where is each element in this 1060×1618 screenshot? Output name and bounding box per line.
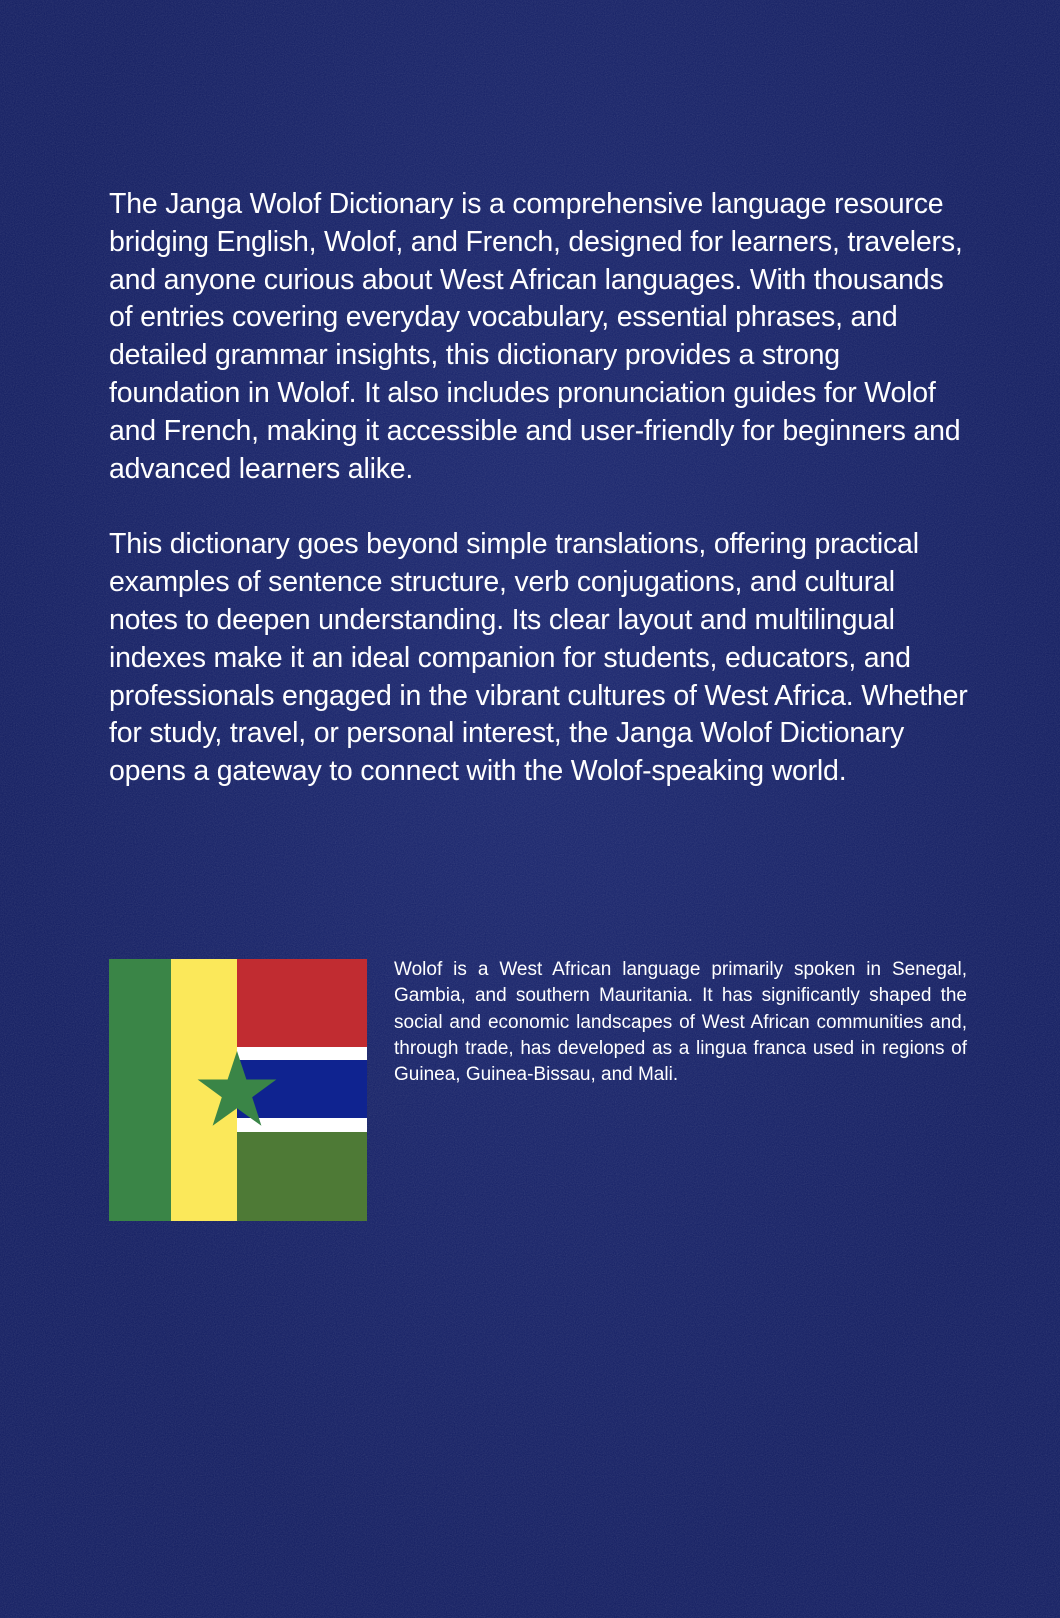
description-paragraph-1: The Janga Wolof Dictionary is a comprehensive language resource bridging English, Wolof, and French, designed for learners, travelers, and anyone curious about West African languages. With thousands of entries covering everyday vocabulary, essential phrases, and detailed grammar insights, this dictionary provides a strong foundation in Wolof. It also includes pronunciation guides for Wolof and French, making it accessible and user-friendly for beginners and advanced learners alike. [109, 188, 963, 485]
flag-red-band [237, 959, 367, 1047]
senegal-gambia-flag-icon [109, 959, 367, 1221]
flag-green-stripe [109, 959, 171, 1221]
description-block [109, 186, 969, 791]
flag-white-band-top [237, 1047, 367, 1060]
wolof-note: Wolof is a West African language primarily spoken in Senegal, Gambia, and southern Mauritania. It has significantly shaped the social and economic landscapes of West African communities and, through trade, has developed as a lingua franca used in regions of Guinea, Guinea-Bissau, and Mali. [394, 959, 967, 1086]
description-paragraph-2: This dictionary goes beyond simple translations, offering practical examples of sentence structure, verb conjugations, and cultural notes to deepen understanding. Its clear layout and multilingual indexes make it an ideal companion for students, educators, and professionals engaged in the vibrant cultures of West Africa. Whether for study, travel, or personal interest, the Janga Wolof Dictionary opens a gateway to connect with the Wolof-speaking world. [109, 528, 968, 788]
flag-green-band [237, 1132, 367, 1221]
